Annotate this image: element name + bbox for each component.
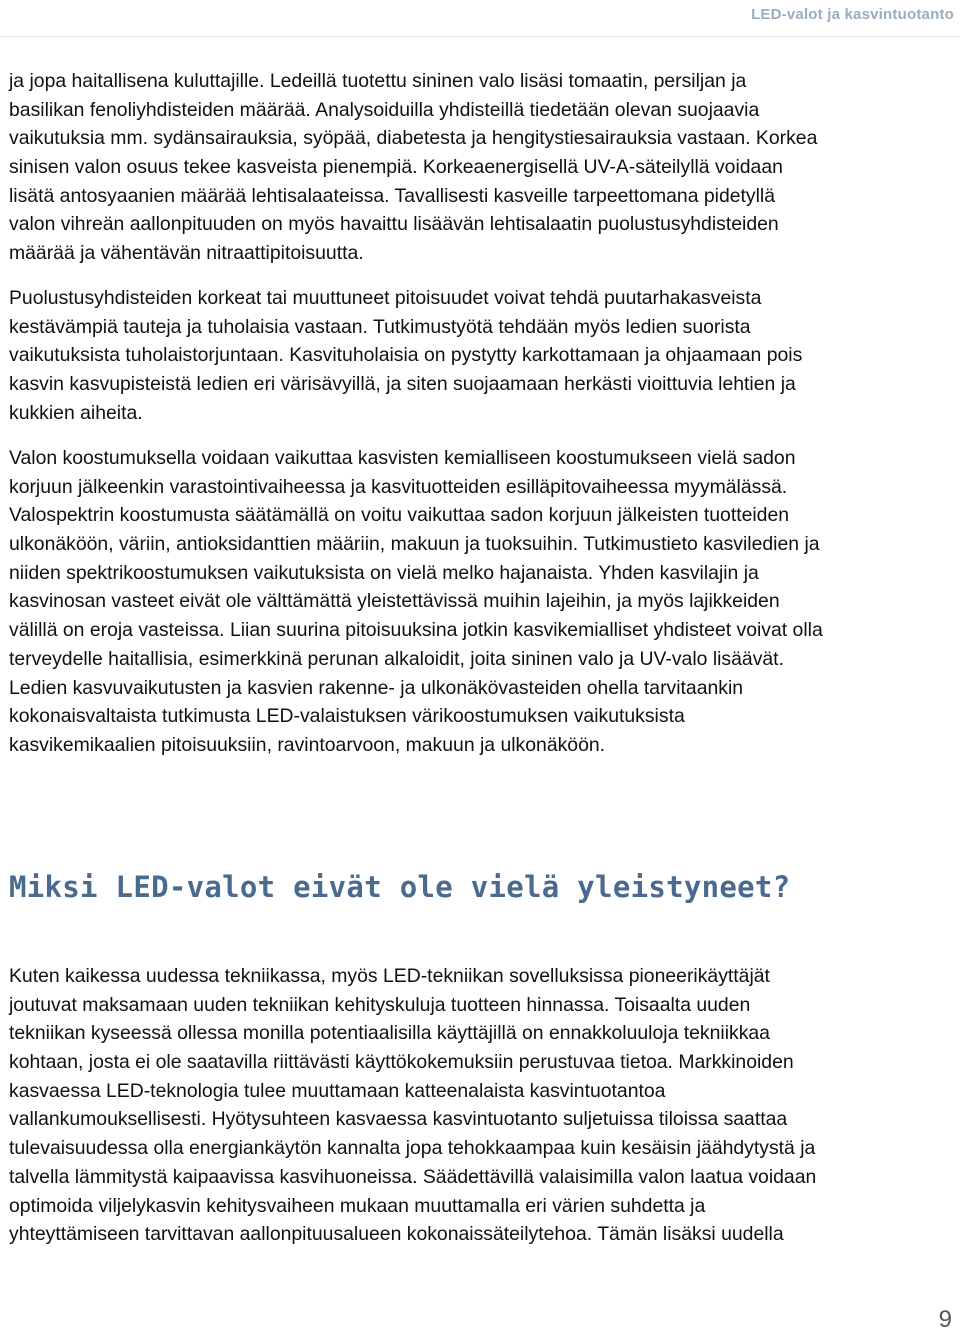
text-line: kasvinosan vasteet eivät ole välttämättä yleistettävissä muihin lajeihin, ja myös lajikkeiden (9, 590, 780, 613)
text-line: määrää ja vähentävän nitraattipitoisuutta. (9, 242, 364, 265)
body-paragraph-4 (9, 962, 957, 1249)
text-line: kokonaisvaltaista tutkimusta LED-valaistuksen värikoostumuksen vaikutuksista (9, 705, 685, 728)
text-line: kohtaan, josta ei ole saatavilla riittävästi käyttökokemuksiin perustuvaa tietoa. Markkinoiden (9, 1051, 794, 1074)
body-paragraph-1 (9, 67, 957, 268)
text-line: kasvaessa LED-teknologia tulee muuttamaan katteenalaista kasvintuotantoa (9, 1079, 666, 1102)
text-line: kukkien aiheita. (9, 401, 143, 424)
section-heading: Miksi LED-valot eivät ole vielä yleistyneet? (9, 870, 791, 904)
text-line: optimoida viljelykasvin kehitysvaiheen mukaan muuttamalla eri värien suhdetta ja (9, 1194, 706, 1217)
text-line: Valon koostumuksella voidaan vaikuttaa kasvisten kemialliseen koostumukseen vielä sadon (9, 447, 796, 469)
header-divider (0, 36, 960, 37)
text-line: valon vihreän aallonpituuden on myös havaittu lisäävän lehtisalaatin puolustusyhdisteiden (9, 213, 779, 236)
text-line: korjuun jälkeenkin varastointivaiheessa ja kasvituotteiden esilläpitovaiheessa myymälässä. (9, 475, 788, 498)
text-line: basilikan fenoliyhdisteiden määrää. Analysoiduilla yhdisteillä tiedetään olevan suojaavia (9, 98, 760, 121)
text-line: sinisen valon osuus tekee kasveista pienempiä. Korkeaenergisellä UV-A-säteilyllä voidaan (9, 156, 783, 179)
text-line: joutuvat maksamaan uuden tekniikan kehityskuluja tuotteen hinnassa. Toisaalta uuden (9, 993, 751, 1016)
text-line: kasvikemikaalien pitoisuuksiin, ravintoarvoon, makuun ja ulkonäköön. (9, 733, 606, 756)
text-line: Kuten kaikessa uudessa tekniikassa, myös LED-tekniikan sovelluksissa pioneerikäyttäjät (9, 965, 770, 987)
body-paragraph-3 (9, 444, 957, 760)
text-line: vaikutuksia mm. sydänsairauksia, syöpää, diabetesta ja hengitystiesairauksia vastaan. Korkea (9, 127, 818, 150)
text-line: tekniikan kyseessä ollessa monilla potentiaalisilla käyttäjillä on ennakkoluuloja tekniikkaa (9, 1022, 770, 1045)
text-line: Ledien kasvuvaikutusten ja kasvien rakenne- ja ulkonäkövasteiden ohella tarvitaankin (9, 676, 744, 699)
text-line: yhteyttämiseen tarvittavan aallonpituusalueen kokonaissäteilytehoa. Tämän lisäksi uudella (9, 1223, 784, 1246)
text-line: vaikutuksista tuholaistorjuntaan. Kasvituholaisia on pystytty karkottamaan ja ohjaamaan pois (9, 344, 803, 367)
text-line: talvella lämmitystä kaipaavissa kasvihuoneissa. Säädettävillä valaisimilla valon laatua voidaan (9, 1165, 817, 1188)
body-paragraph-2 (9, 284, 957, 427)
text-line: välillä on eroja vasteissa. Liian suurina pitoisuuksina jotkin kasvikemialliset yhdisteet voivat olla (9, 619, 823, 642)
text-line: niiden spektrikoostumuksen vaikutuksista on vielä melko hajanaista. Yhden kasvilajin ja (9, 561, 759, 584)
text-line: lisätä antosyaanien määrää lehtisalaateissa. Tavallisesti kasveille tarpeettomana pidetyllä (9, 184, 776, 207)
page-number: 9 (938, 1306, 952, 1333)
text-line: vallankumouksellisesti. Hyötysuhteen kasvaessa kasvintuotanto suljetuissa tiloissa saattaa (9, 1108, 788, 1131)
running-header-title: LED-valot ja kasvintuotanto (751, 6, 954, 23)
text-line: kasvin kasvupisteistä ledien eri värisävyillä, ja siten suojaamaan herkästi vioittuvia lehtien ja (9, 373, 796, 396)
text-line: Valospektrin koostumusta säätämällä on voitu vaikuttaa sadon korjuun jälkeisten tuotteiden (9, 504, 790, 527)
text-line: ja jopa haitallisena kuluttajille. Ledeillä tuotettu sininen valo lisäsi tomaatin, persiljan ja (9, 70, 747, 92)
text-line: Puolustusyhdisteiden korkeat tai muuttuneet pitoisuudet voivat tehdä puutarhakasveista (9, 287, 762, 309)
text-line: kestävämpiä tauteja ja tuholaisia vastaan. Tutkimustyötä tehdään myös ledien suorista (9, 315, 751, 338)
text-line: ulkonäköön, väriin, antioksidanttien määriin, makuun ja tuoksuihin. Tutkimustieto kasviledien ja (9, 533, 820, 556)
text-line: terveydelle haitallisia, esimerkkinä perunan alkaloidit, joita sininen valo ja UV-valo lisäävät. (9, 647, 784, 670)
text-line: tulevaisuudessa olla energiankäytön kannalta jopa tehokkaampaa kuin kesäisin jäähdytystä ja (9, 1137, 816, 1160)
